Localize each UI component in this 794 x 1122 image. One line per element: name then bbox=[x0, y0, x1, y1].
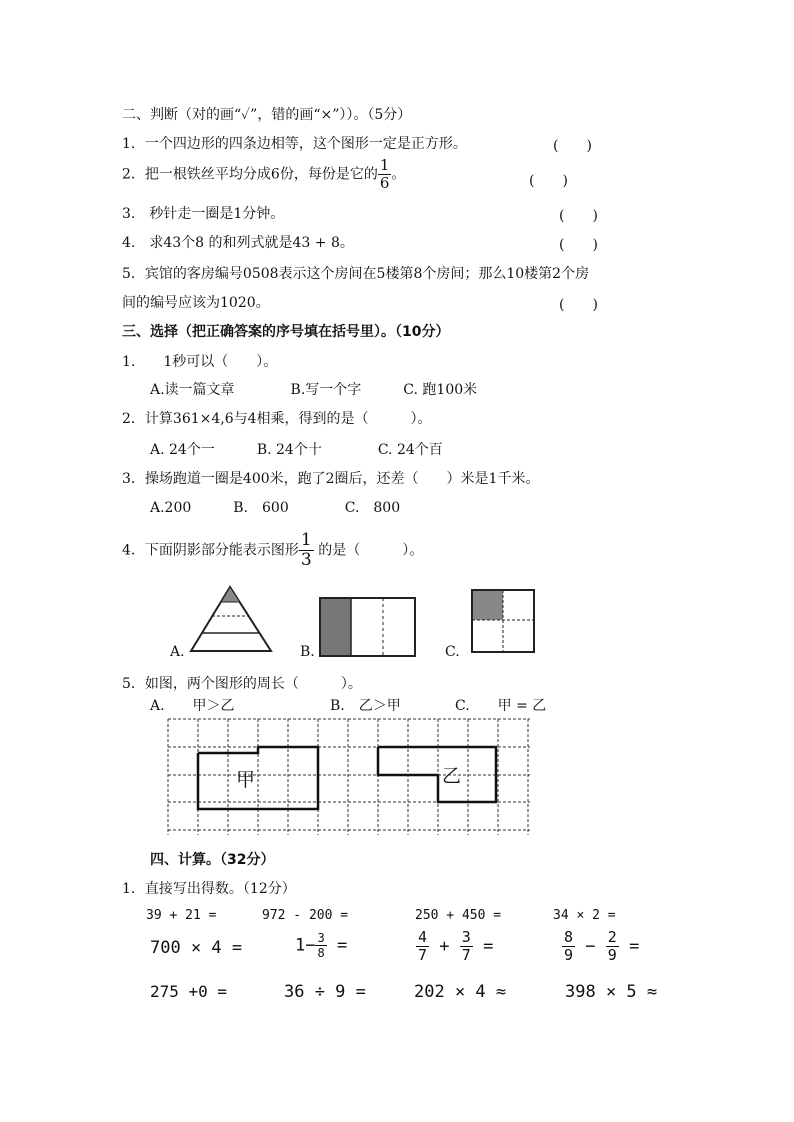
frac-numerator: 2 bbox=[607, 928, 617, 946]
frac-numerator: 3 bbox=[461, 928, 471, 946]
frac-numerator: 8 bbox=[564, 928, 574, 946]
calc-r2c2 bbox=[295, 932, 347, 959]
judge-q5-line2: 间的编号应该为1020。 bbox=[122, 295, 270, 311]
answer-blank-j1[interactable]: ( ) bbox=[553, 138, 592, 154]
calc-r2c4-op: − bbox=[585, 936, 596, 957]
figure-c-label: C. bbox=[445, 644, 460, 660]
frac-numerator: 1 bbox=[300, 530, 312, 550]
frac-numerator: 3 bbox=[317, 931, 325, 945]
choice-q5-option-c: C. 甲 = 乙 bbox=[455, 698, 547, 714]
choice-q1: 1. 1秒可以（ ）。 bbox=[122, 354, 278, 370]
calc-r2c2-pre: 1− bbox=[295, 935, 316, 956]
frac-denominator: 9 bbox=[564, 946, 574, 964]
frac-denominator: 6 bbox=[379, 174, 390, 192]
fraction-3-8 bbox=[315, 932, 326, 959]
choice-q2: 2．计算361×4,6与4相乘，得到的是（ ）。 bbox=[122, 411, 432, 427]
answer-blank-j2[interactable]: ( ) bbox=[529, 173, 568, 189]
figure-c-square bbox=[470, 588, 536, 654]
frac-numerator: 1 bbox=[379, 156, 390, 174]
answer-blank-j4[interactable]: ( ) bbox=[559, 237, 598, 253]
answer-blank-j3[interactable]: ( ) bbox=[559, 208, 598, 224]
figure-a-triangle bbox=[185, 585, 275, 655]
calc-r1c4: 34 × 2 = bbox=[553, 908, 616, 923]
calc-r2c3 bbox=[416, 930, 493, 963]
choice-q1-options: A.读一篇文章 B.写一个字 C. 跑100米 bbox=[150, 382, 478, 398]
section4-heading: 四、计算。（32分） bbox=[150, 852, 275, 868]
calc-r3c2: 36 ÷ 9 = bbox=[284, 982, 366, 1002]
perimeter-grid bbox=[166, 717, 532, 837]
fraction-4-7 bbox=[416, 930, 429, 963]
calc-r3c1: 275 +0 = bbox=[150, 982, 228, 1001]
judge-q2-text: 2．把一根铁丝平均分成6份，每份是它的 bbox=[122, 166, 378, 183]
answer-blank-j5[interactable]: ( ) bbox=[559, 297, 598, 313]
section2-heading: 二、判断（对的画“✓”，错的画“×”））。（5分） bbox=[122, 107, 412, 123]
frac-denominator: 8 bbox=[317, 946, 325, 960]
shape-yi-label: 乙 bbox=[442, 765, 462, 787]
shape-jia-label: 甲 bbox=[236, 769, 256, 791]
frac-denominator: 7 bbox=[461, 946, 471, 964]
calc-r2c4-eq: = bbox=[629, 936, 640, 957]
choice-q3-options: A.200 B. 600 C. 800 bbox=[150, 500, 401, 516]
figure-a-label: A. bbox=[170, 644, 185, 660]
fraction-8-9 bbox=[562, 930, 575, 963]
calc-r2c1: 700 × 4 = bbox=[150, 938, 243, 958]
calc-r1c2: 972 - 200 = bbox=[262, 908, 349, 923]
choice-q2-options: A. 24个一 B. 24个十 C. 24个百 bbox=[150, 442, 443, 458]
choice-q5-option-b: B. 乙＞甲 bbox=[330, 698, 401, 714]
calc-r2c3-op: + bbox=[439, 936, 450, 957]
judge-q5-line1: 5．宾馆的客房编号0508表示这个房间在5楼第8个房间；那么10楼第2个房 bbox=[122, 266, 590, 282]
section3-heading: 三、选择（把正确答案的序号填在括号里）。（10分） bbox=[122, 324, 450, 340]
calc-r2c3-eq: = bbox=[483, 936, 494, 957]
choice-q4 bbox=[122, 532, 423, 569]
frac-denominator: 3 bbox=[300, 550, 312, 570]
judge-q2-end: 。 bbox=[391, 166, 406, 183]
choice-q4-end: 的是（ ）。 bbox=[313, 542, 424, 559]
figure-b-label: B. bbox=[300, 644, 315, 660]
figure-b-rectangle bbox=[318, 596, 418, 660]
choice-q5-option-a: A. 甲＞乙 bbox=[150, 698, 235, 714]
calc-r1c1: 39 + 21 = bbox=[146, 908, 217, 923]
calc-r2c4 bbox=[562, 930, 639, 963]
choice-q3: 3．操场跑道一圈是400米，跑了2圈后，还差（ ）米是1千米。 bbox=[122, 471, 540, 487]
choice-q4-text: 4．下面阴影部分能表示图形 bbox=[122, 542, 299, 559]
fraction-3-7 bbox=[460, 930, 473, 963]
judge-q4: 4. 求43个8 的和列式就是43 + 8。 bbox=[122, 235, 354, 251]
calc-r3c4: 398 × 5 ≈ bbox=[565, 982, 658, 1002]
calc-r3c3: 202 × 4 ≈ bbox=[414, 982, 507, 1002]
fraction-one-sixth bbox=[378, 158, 392, 191]
calc-r1c3: 250 + 450 = bbox=[415, 908, 502, 923]
choice-q5: 5．如图，两个图形的周长（ ）。 bbox=[122, 676, 362, 692]
calc-sub1: 1．直接写出得数。（12分） bbox=[122, 881, 296, 897]
frac-numerator: 4 bbox=[418, 928, 428, 946]
frac-denominator: 9 bbox=[607, 946, 617, 964]
frac-denominator: 7 bbox=[418, 946, 428, 964]
judge-q3: 3. 秒针走一圈是1分钟。 bbox=[122, 206, 285, 222]
calc-r2c2-eq: = bbox=[336, 935, 348, 956]
fraction-2-9 bbox=[606, 930, 619, 963]
judge-q2 bbox=[122, 158, 405, 191]
fraction-one-third bbox=[299, 532, 314, 569]
judge-q1: 1．一个四边形的四条边相等，这个图形一定是正方形。 bbox=[122, 136, 467, 152]
